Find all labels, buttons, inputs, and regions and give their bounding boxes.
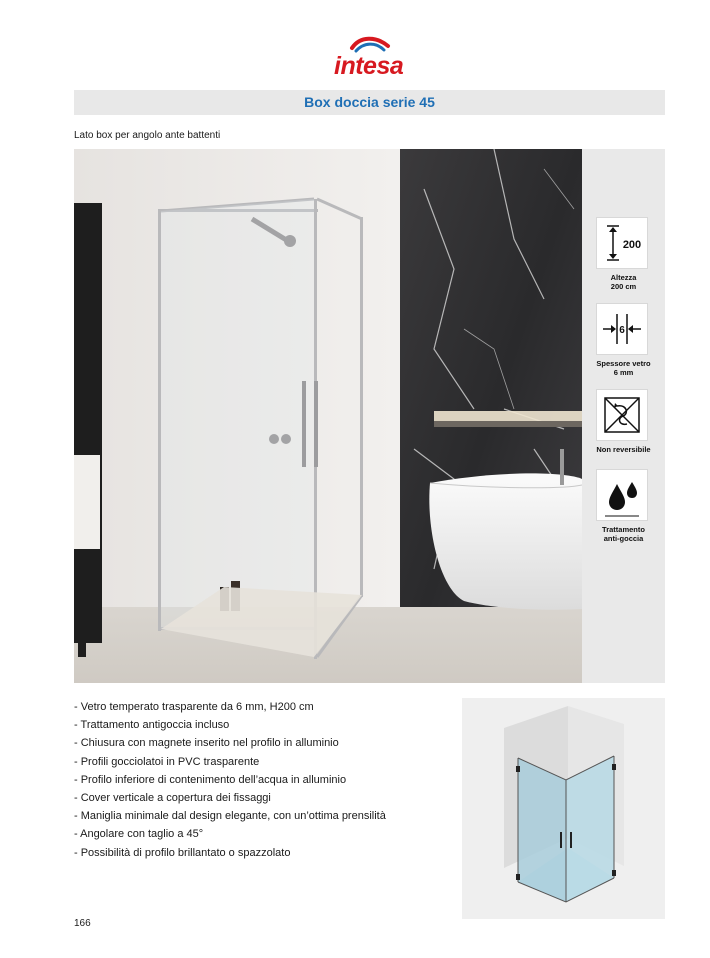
height-arrow-icon: [596, 217, 648, 269]
feature-height-label-line2: 200 cm: [610, 282, 637, 291]
feature-anti-drop-label-line1: Trattamento: [602, 525, 645, 534]
feature-height-label-line1: Altezza: [610, 273, 637, 282]
thickness-icon-value: 6: [619, 325, 625, 336]
shower-photo-illustration: [74, 149, 582, 683]
brand-swoosh-icon: [348, 34, 392, 54]
subtitle: Lato box per angolo ante battenti: [74, 130, 221, 141]
brand-logo: [330, 34, 410, 82]
list-item: - Vetro temperato trasparente da 6 mm, H200 cm: [74, 701, 314, 713]
water-drops-icon: [596, 469, 648, 521]
list-item: - Angolare con taglio a 45°: [74, 828, 204, 841]
brand-name: intesa: [334, 52, 404, 80]
list-item: - Trattamento antigoccia incluso: [74, 719, 230, 732]
title-bar: [74, 90, 665, 115]
feature-anti-drop-label: [582, 525, 665, 543]
feature-glass-label: [582, 359, 665, 377]
page-title: Box doccia serie 45: [304, 94, 435, 110]
not-reversible-icon: [596, 389, 648, 441]
list-item: - Profili gocciolatoi in PVC trasparente: [74, 755, 260, 768]
features-panel: [582, 149, 665, 683]
list-item: - Maniglia minimale dal design elegante, con un’ottima prensilità: [74, 810, 386, 823]
list-item: - Possibilità di profilo brillantato o spazzolato: [74, 846, 291, 859]
feature-height-label: [582, 273, 665, 291]
glass-thickness-icon: [596, 303, 648, 355]
corner-enclosure-drawing: [462, 698, 665, 919]
feature-not-reversible-label: Non reversibile: [596, 445, 651, 454]
feature-glass-label-line1: Spessore vetro: [596, 359, 651, 368]
list-item: - Chiusura con magnete inserito nel profilo in alluminio: [74, 737, 339, 750]
list-item: - Cover verticale a copertura dei fissaggi: [74, 792, 271, 805]
product-photo: [74, 149, 582, 683]
feature-glass-label-line2: 6 mm: [613, 368, 634, 377]
features-list: [74, 698, 386, 862]
enclosure-diagram: [462, 698, 665, 919]
page-number: 166: [74, 918, 91, 929]
list-item: - Profilo inferiore di contenimento dell’acqua in alluminio: [74, 773, 347, 786]
height-icon-value: 200: [622, 239, 642, 251]
feature-anti-drop-label-line2: anti-goccia: [603, 534, 644, 543]
